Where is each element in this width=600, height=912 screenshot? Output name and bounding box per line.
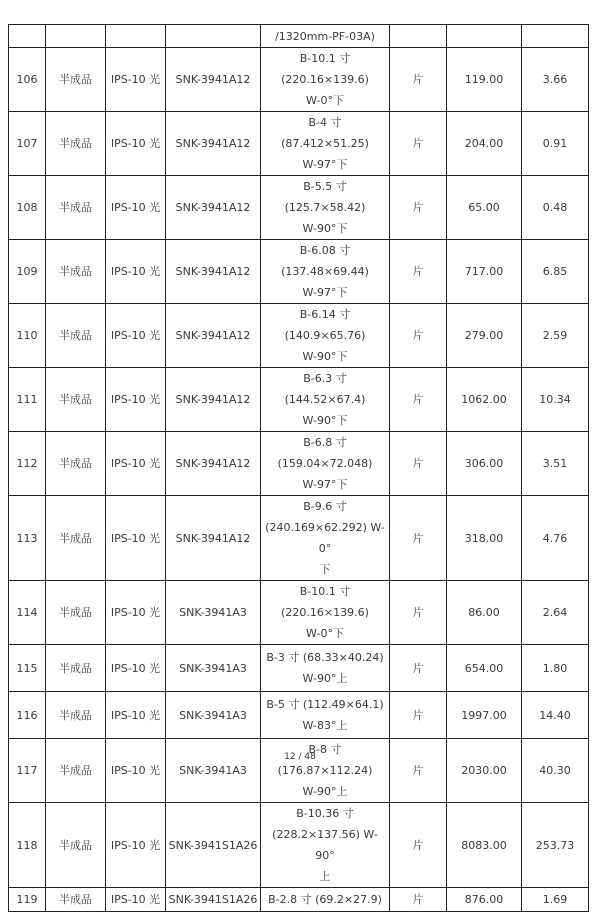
cell-no: 107 (9, 112, 46, 176)
spec-line: W-90°上 (302, 672, 348, 685)
cell-category: 半成品 (46, 739, 106, 803)
cell-tech: IPS-10 光 (106, 739, 166, 803)
spec-line: B-10.36 寸 (296, 807, 354, 820)
cell-model: SNK-3941A12 (166, 432, 261, 496)
spec-line: W-90°下 (302, 414, 348, 427)
spec-line: B-6.14 寸 (140.9×65.76) (284, 308, 366, 342)
cell-amount: 2.64 (522, 581, 589, 645)
cell-qty: 279.00 (447, 304, 522, 368)
cell-amount: 3.66 (522, 48, 589, 112)
cell-spec (261, 496, 390, 581)
cell-qty: 8083.00 (447, 803, 522, 888)
cell-no: 118 (9, 803, 46, 888)
spec-line: B-3 寸 (68.33×40.24) (266, 651, 384, 664)
cell-amount: 2.59 (522, 304, 589, 368)
cell-unit: 片 (390, 304, 447, 368)
cell-qty: 318.00 (447, 496, 522, 581)
table-row-continued (9, 25, 589, 48)
cell-qty (447, 25, 522, 48)
cell-amount (522, 25, 589, 48)
cell-spec (261, 304, 390, 368)
cell-amount: 6.85 (522, 240, 589, 304)
cell-unit: 片 (390, 240, 447, 304)
cell-qty: 1062.00 (447, 368, 522, 432)
cell-qty: 86.00 (447, 581, 522, 645)
cell-model: SNK-3941A12 (166, 48, 261, 112)
cell-category: 半成品 (46, 803, 106, 888)
cell-amount: 3.51 (522, 432, 589, 496)
cell-qty: 306.00 (447, 432, 522, 496)
cell-spec-continued: /1320mm-PF-03A) (261, 25, 390, 48)
cell-model: SNK-3941A3 (166, 645, 261, 692)
spec-line: W-0°下 (306, 627, 344, 640)
cell-tech: IPS-10 光 (106, 240, 166, 304)
spec-line: W-97°下 (302, 158, 348, 171)
cell-tech: IPS-10 光 (106, 803, 166, 888)
cell-qty: 1997.00 (447, 692, 522, 739)
cell-amount: 10.34 (522, 368, 589, 432)
spec-line: W-97°下 (302, 478, 348, 491)
spec-line: W-0°下 (306, 94, 344, 107)
cell-amount: 0.91 (522, 112, 589, 176)
spec-line: B-8 寸 (176.87×112.24) (277, 743, 373, 777)
cell-amount: 1.69 (522, 888, 589, 912)
table-row (9, 176, 589, 240)
cell-no: 106 (9, 48, 46, 112)
table-row (9, 496, 589, 581)
cell-model: SNK-3941A12 (166, 240, 261, 304)
cell-category: 半成品 (46, 48, 106, 112)
cell-category: 半成品 (46, 112, 106, 176)
cell-model: SNK-3941A3 (166, 692, 261, 739)
cell-model: SNK-3941A12 (166, 176, 261, 240)
spec-line: B-6.3 寸 (144.52×67.4) (284, 372, 366, 406)
cell-model: SNK-3941S1A26 (166, 803, 261, 888)
cell-unit: 片 (390, 692, 447, 739)
table-row (9, 304, 589, 368)
cell-unit: 片 (390, 739, 447, 803)
cell-amount: 0.48 (522, 176, 589, 240)
cell-unit: 片 (390, 496, 447, 581)
spec-line: B-5.5 寸 (125.7×58.42) (284, 180, 366, 214)
cell-no (9, 25, 46, 48)
table-row (9, 888, 589, 912)
cell-tech: IPS-10 光 (106, 48, 166, 112)
spec-line: B-10.1 寸(220.16×139.6) (281, 52, 369, 86)
table-row (9, 432, 589, 496)
cell-no: 119 (9, 888, 46, 912)
cell-unit: 片 (390, 581, 447, 645)
cell-category (46, 25, 106, 48)
cell-unit: 片 (390, 48, 447, 112)
spec-line: B-10.1 寸(220.16×139.6) (281, 585, 369, 619)
cell-amount: 1.80 (522, 645, 589, 692)
cell-tech: IPS-10 光 (106, 496, 166, 581)
cell-spec (261, 240, 390, 304)
cell-qty: 204.00 (447, 112, 522, 176)
table-row (9, 112, 589, 176)
spec-line: B-6.08 寸(137.48×69.44) (281, 244, 369, 278)
cell-tech: IPS-10 光 (106, 304, 166, 368)
cell-amount: 40.30 (522, 739, 589, 803)
cell-qty: 65.00 (447, 176, 522, 240)
cell-spec (261, 739, 390, 803)
cell-unit: 片 (390, 888, 447, 912)
spec-line: W-90°上 (302, 785, 348, 798)
cell-spec (261, 368, 390, 432)
cell-spec (261, 645, 390, 692)
cell-unit: 片 (390, 803, 447, 888)
cell-unit: 片 (390, 176, 447, 240)
spec-line: B-6.8 寸(159.04×72.048) (277, 436, 373, 470)
spec-line: 上 (319, 870, 331, 883)
cell-amount: 14.40 (522, 692, 589, 739)
spec-line: (228.2×137.56) W-90° (272, 828, 378, 862)
spec-line: (240.169×62.292) W-0° (265, 521, 385, 555)
cell-spec (261, 112, 390, 176)
cell-qty: 717.00 (447, 240, 522, 304)
table-body (9, 25, 589, 912)
cell-qty: 876.00 (447, 888, 522, 912)
cell-category: 半成品 (46, 496, 106, 581)
cell-amount: 253.73 (522, 803, 589, 888)
cell-no: 112 (9, 432, 46, 496)
cell-no: 111 (9, 368, 46, 432)
cell-tech: IPS-10 光 (106, 581, 166, 645)
cell-no: 117 (9, 739, 46, 803)
table-row (9, 368, 589, 432)
cell-category: 半成品 (46, 304, 106, 368)
spec-line: W-90°下 (302, 222, 348, 235)
cell-no: 108 (9, 176, 46, 240)
cell-tech: IPS-10 光 (106, 112, 166, 176)
cell-unit (390, 25, 447, 48)
cell-model: SNK-3941A12 (166, 368, 261, 432)
cell-category: 半成品 (46, 432, 106, 496)
spec-line: W-97°下 (302, 286, 348, 299)
cell-spec (261, 888, 390, 912)
table-row (9, 645, 589, 692)
cell-no: 109 (9, 240, 46, 304)
cell-amount: 4.76 (522, 496, 589, 581)
cell-model: SNK-3941A12 (166, 496, 261, 581)
spec-line: W-90°下 (302, 350, 348, 363)
cell-tech: IPS-10 光 (106, 645, 166, 692)
cell-category: 半成品 (46, 692, 106, 739)
cell-model (166, 25, 261, 48)
cell-model: SNK-3941A12 (166, 304, 261, 368)
cell-no: 115 (9, 645, 46, 692)
table-row (9, 692, 589, 739)
cell-tech: IPS-10 光 (106, 432, 166, 496)
cell-qty: 119.00 (447, 48, 522, 112)
spec-line: 下 (319, 563, 331, 576)
cell-category: 半成品 (46, 240, 106, 304)
cell-tech: IPS-10 光 (106, 692, 166, 739)
cell-category: 半成品 (46, 368, 106, 432)
spec-line: B-5 寸 (112.49×64.1) (266, 698, 384, 711)
spec-line: B-4 寸 (87.412×51.25) (281, 116, 369, 150)
cell-spec (261, 432, 390, 496)
cell-spec (261, 581, 390, 645)
table-row (9, 581, 589, 645)
table-row (9, 240, 589, 304)
cell-no: 113 (9, 496, 46, 581)
cell-unit: 片 (390, 368, 447, 432)
table-row (9, 739, 589, 803)
inventory-table (8, 24, 589, 912)
cell-category: 半成品 (46, 645, 106, 692)
spec-line: B-9.6 寸 (303, 500, 347, 513)
cell-model: SNK-3941A12 (166, 112, 261, 176)
cell-no: 116 (9, 692, 46, 739)
cell-spec (261, 176, 390, 240)
cell-tech: IPS-10 光 (106, 888, 166, 912)
cell-tech: IPS-10 光 (106, 176, 166, 240)
cell-model: SNK-3941S1A26 (166, 888, 261, 912)
cell-unit: 片 (390, 432, 447, 496)
cell-category: 半成品 (46, 888, 106, 912)
cell-model: SNK-3941A3 (166, 739, 261, 803)
cell-model: SNK-3941A3 (166, 581, 261, 645)
cell-spec (261, 803, 390, 888)
page-number: 12 / 48 (284, 752, 316, 762)
spec-line: W-83°上 (302, 719, 348, 732)
spec-line: B-2.8 寸 (69.2×27.9) (268, 893, 382, 906)
table-row (9, 803, 589, 888)
cell-tech (106, 25, 166, 48)
cell-category: 半成品 (46, 176, 106, 240)
cell-no: 110 (9, 304, 46, 368)
cell-unit: 片 (390, 112, 447, 176)
cell-unit: 片 (390, 645, 447, 692)
cell-category: 半成品 (46, 581, 106, 645)
table-row (9, 48, 589, 112)
cell-tech: IPS-10 光 (106, 368, 166, 432)
cell-spec (261, 692, 390, 739)
cell-qty: 2030.00 (447, 739, 522, 803)
cell-qty: 654.00 (447, 645, 522, 692)
cell-spec (261, 48, 390, 112)
cell-no: 114 (9, 581, 46, 645)
